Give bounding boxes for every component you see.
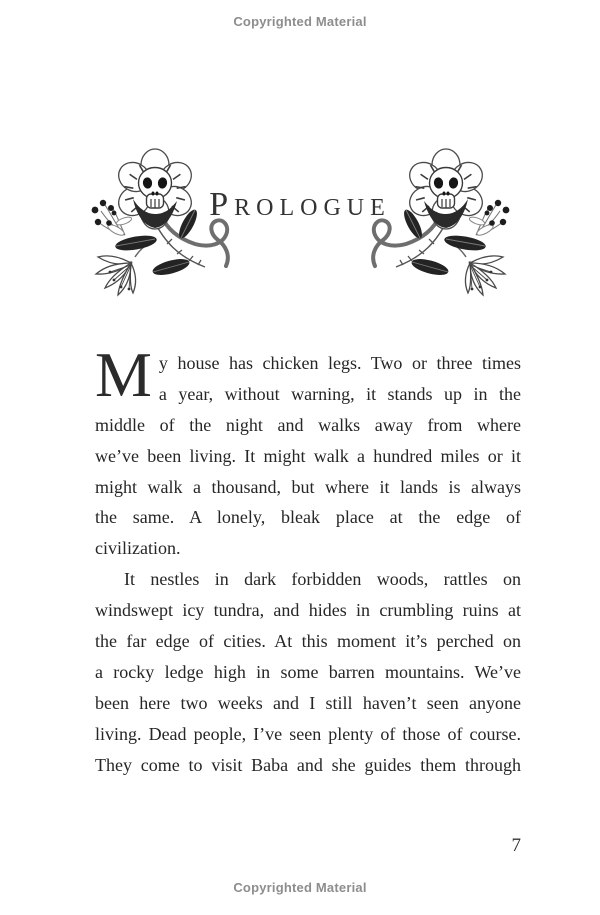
paragraph-1: [95, 348, 521, 564]
text-line: a year, without warning, it stands up in the: [158, 383, 521, 404]
text-line: been here two weeks and I still haven’t seen anyone: [95, 692, 521, 713]
drop-cap: M: [95, 339, 152, 410]
text-line: we’ve been living. It might walk a hundred miles or it: [95, 445, 521, 466]
page-number: 7: [511, 835, 521, 856]
copyright-watermark-top: Copyrighted Material: [233, 14, 367, 29]
paragraph-2: [95, 564, 521, 780]
text-line: civilization.: [95, 538, 181, 559]
skull-flower-illustration-right: [362, 147, 518, 303]
copyright-watermark-bottom: Copyrighted Material: [233, 880, 367, 895]
text-line: the far edge of cities. At this moment it’s perched on: [95, 631, 521, 652]
text-line: living. Dead people, I’ve seen plenty of those of course.: [95, 723, 521, 744]
skull-flower-illustration-left: [83, 147, 239, 303]
body-text: [95, 339, 521, 780]
chapter-heading: Prologue: [209, 186, 391, 223]
text-line: windswept icy tundra, and hides in crumbling ruins at: [95, 600, 521, 621]
text-line: y house has chicken legs. Two or three times: [158, 353, 521, 373]
text-line: the same. A lonely, bleak place at the edge of: [95, 507, 521, 528]
text-line: It nestles in dark forbidden woods, rattles on: [124, 569, 521, 590]
text-line: They come to visit Baba and she guides them through: [95, 754, 521, 775]
text-line: middle of the night and walks away from where: [95, 414, 521, 435]
text-line: might walk a thousand, but where it lands is always: [95, 476, 521, 497]
text-line: a rocky ledge high in some barren mountains. We’ve: [95, 661, 521, 682]
